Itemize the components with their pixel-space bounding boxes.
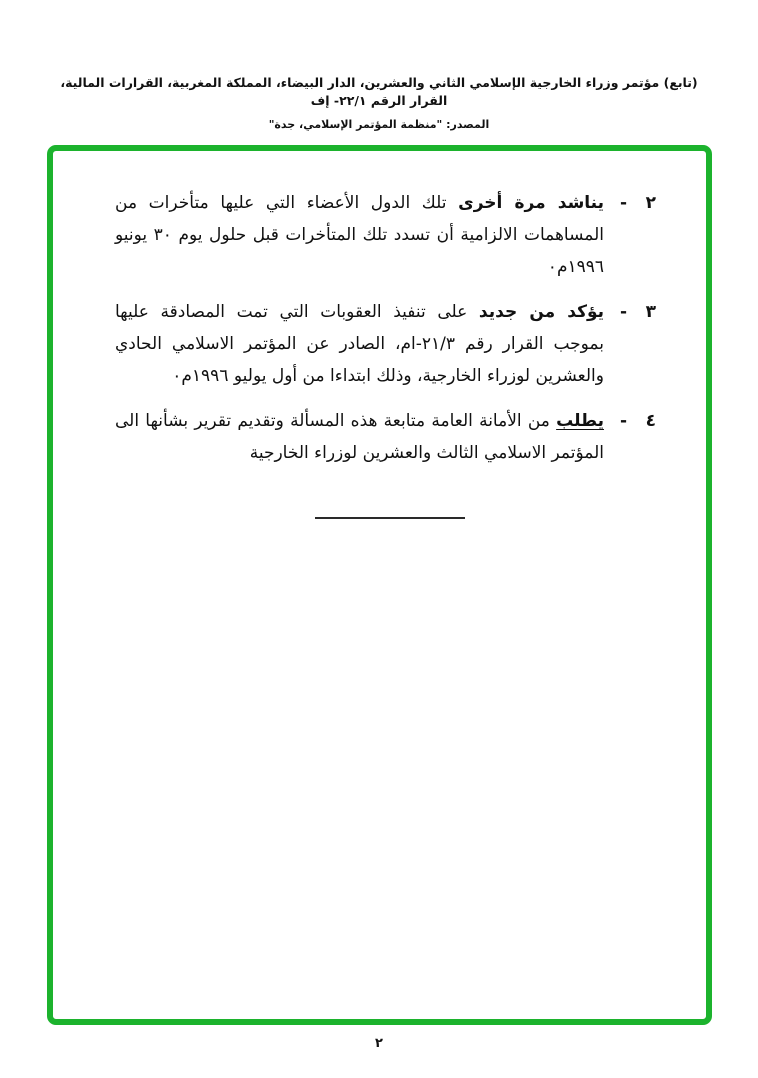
separator-line (315, 517, 465, 519)
item-lead: يؤكد من جديد (478, 302, 605, 322)
item-dash: - (620, 411, 628, 431)
item-lead: يناشد مرة أخرى (458, 193, 604, 213)
item-marker (616, 296, 656, 392)
item-number: ٣ (645, 302, 656, 322)
page-header (0, 74, 758, 131)
item-text (115, 187, 616, 283)
item-number: ٢ (645, 193, 656, 213)
item-text (115, 405, 616, 469)
resolution-item-4 (115, 405, 656, 469)
resolution-border-box (47, 145, 712, 1025)
item-dash: - (620, 193, 628, 213)
resolution-item-3 (115, 296, 656, 392)
item-marker (616, 405, 656, 469)
item-body: تلك الدول الأعضاء التي عليها متأخرات من المساهمات الالزامية أن تسدد تلك المتأخرات قبل حلول يوم ٣٠ يونيو ١٩٩٦م٠ (115, 193, 604, 277)
item-body: على تنفيذ العقوبات التي تمت المصادقة عليها بموجب القرار رقم ٢١/٣-ام، الصادر عن المؤتمر الاسلامي الحادي والعشرين لوزراء الخارجية، وذلك ابتداءا من أول يوليو ١٩٩٦م٠ (115, 302, 604, 386)
resolution-item-2 (115, 187, 656, 283)
item-dash: - (620, 302, 628, 322)
resolution-content (53, 151, 706, 519)
page-number: ٢ (375, 1036, 383, 1051)
header-citation: (تابع) مؤتمر وزراء الخارجية الإسلامي الثاني والعشرين، الدار البيضاء، المملكة المغربية، القرارات المالية، القرار الرقم ٢٢/١- إف (60, 75, 698, 108)
item-text (115, 296, 616, 392)
header-source: المصدر: "منظمة المؤتمر الإسلامي، جدة" (268, 118, 490, 131)
item-lead: يطلب (556, 411, 604, 431)
item-body: من الأمانة العامة متابعة هذه المسألة وتقديم تقرير بشأنها الى المؤتمر الاسلامي الثالث والعشرين لوزراء الخارجية (115, 411, 604, 463)
item-marker (616, 187, 656, 283)
item-number: ٤ (645, 411, 656, 431)
